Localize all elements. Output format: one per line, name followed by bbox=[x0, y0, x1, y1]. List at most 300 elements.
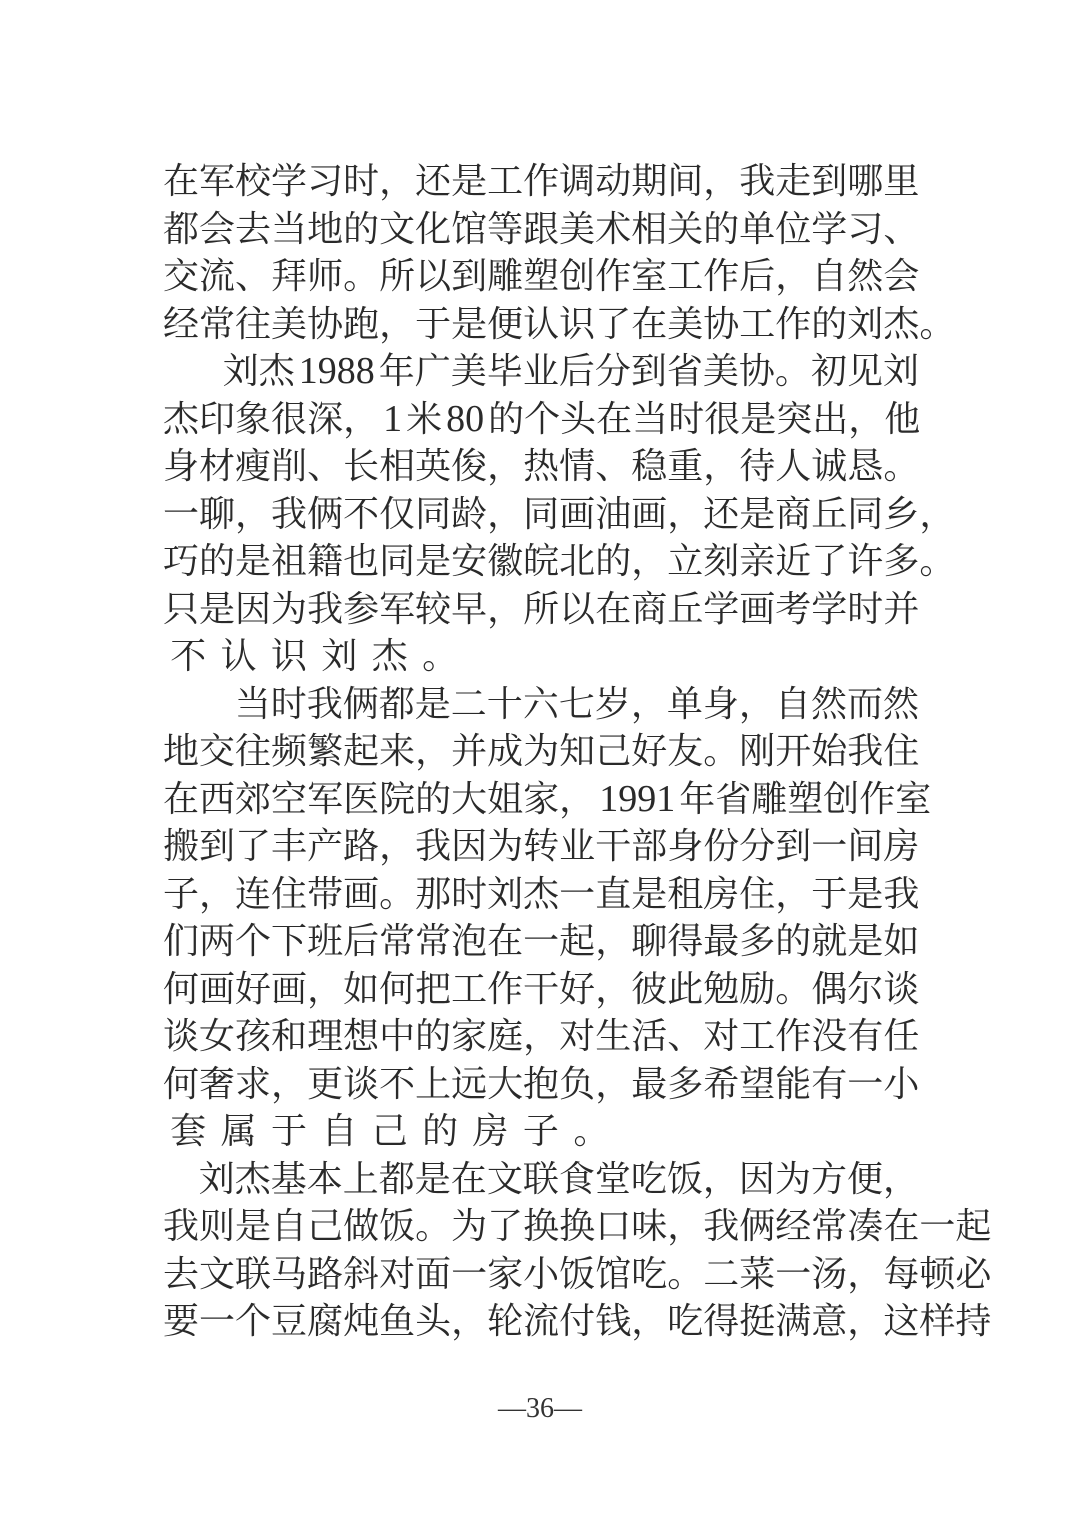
glyph: 作 bbox=[595, 256, 632, 297]
glyph: 美 bbox=[559, 208, 596, 250]
glyph: 诚 bbox=[811, 446, 848, 487]
glyph: 庭 bbox=[487, 1016, 524, 1057]
glyph: 文 bbox=[486, 1158, 523, 1200]
glyph: 任 bbox=[883, 1016, 920, 1057]
text-line bbox=[163, 776, 932, 824]
glyph: 我 bbox=[307, 588, 344, 630]
glyph: 参 bbox=[343, 588, 380, 630]
glyph: 上 bbox=[342, 1158, 379, 1200]
glyph: 如 bbox=[343, 968, 380, 1010]
glyph: 尔 bbox=[847, 968, 884, 1010]
glyph: 仅 bbox=[379, 493, 416, 535]
glyph: 调 bbox=[559, 161, 596, 202]
glyph: 省 bbox=[715, 778, 752, 820]
glyph: 时 bbox=[847, 588, 884, 630]
glyph: 彼 bbox=[631, 968, 668, 1010]
glyph: 作 bbox=[859, 778, 896, 820]
glyph: 于 bbox=[415, 303, 452, 345]
text-line bbox=[163, 206, 919, 254]
glyph: 为 bbox=[523, 731, 560, 772]
glyph: 便 bbox=[487, 303, 524, 345]
glyph: 是 bbox=[414, 683, 451, 725]
glyph: 对 bbox=[379, 1253, 416, 1295]
glyph: 见 bbox=[846, 351, 883, 392]
glyph: 流 bbox=[199, 256, 236, 297]
glyph: 年 bbox=[378, 351, 415, 392]
glyph: 认 bbox=[523, 303, 560, 345]
glyph: ， bbox=[847, 1301, 884, 1342]
glyph: 、 bbox=[595, 446, 632, 487]
glyph: 了 bbox=[487, 1206, 524, 1247]
glyph: ， bbox=[451, 1301, 488, 1342]
glyph: 热 bbox=[523, 446, 560, 487]
glyph: 乡 bbox=[883, 493, 920, 535]
glyph: 换 bbox=[523, 1206, 560, 1247]
glyph: 亲 bbox=[739, 541, 776, 582]
glyph: 饭 bbox=[666, 1158, 703, 1200]
glyph: 丰 bbox=[271, 826, 308, 867]
glyph: 单 bbox=[739, 208, 776, 250]
glyph: 便 bbox=[846, 1158, 883, 1200]
glyph: ， bbox=[559, 778, 596, 820]
glyph: 哪 bbox=[847, 161, 884, 202]
glyph: 常 bbox=[415, 921, 452, 962]
glyph: 丘 bbox=[811, 493, 848, 535]
glyph: 房 bbox=[883, 826, 920, 867]
glyph: 理 bbox=[307, 1016, 344, 1057]
glyph: 往 bbox=[235, 303, 272, 345]
glyph: 郊 bbox=[235, 778, 272, 820]
glyph: 是 bbox=[739, 493, 776, 535]
glyph: 于 bbox=[811, 873, 848, 915]
glyph: 商 bbox=[631, 588, 668, 630]
glyph: 刘 bbox=[487, 873, 524, 915]
glyph: 是 bbox=[847, 873, 884, 915]
glyph: 工 bbox=[739, 1016, 776, 1057]
glyph: 较 bbox=[415, 588, 452, 630]
glyph: 稳 bbox=[631, 446, 668, 487]
glyph: 的 bbox=[775, 921, 812, 962]
glyph: 知 bbox=[559, 731, 596, 772]
glyph: 挺 bbox=[739, 1301, 776, 1342]
glyph: 六 bbox=[522, 683, 559, 725]
glyph: 同 bbox=[847, 493, 884, 535]
text-line bbox=[163, 253, 919, 301]
glyph: 很 bbox=[704, 398, 741, 440]
glyph: 菜 bbox=[739, 1253, 776, 1295]
glyph: 省 bbox=[666, 351, 703, 392]
glyph: 吃 bbox=[667, 1301, 704, 1342]
glyph: 就 bbox=[811, 921, 848, 962]
glyph: 在 bbox=[487, 921, 524, 962]
glyph: 孩 bbox=[235, 1016, 272, 1057]
glyph: 汤 bbox=[811, 1253, 848, 1295]
glyph: 负 bbox=[559, 1063, 596, 1105]
glyph: ， bbox=[847, 1253, 884, 1295]
glyph: 吃 bbox=[630, 1158, 667, 1200]
text-line bbox=[163, 1061, 919, 1109]
glyph: 的 bbox=[488, 398, 525, 440]
glyph: 了 bbox=[595, 303, 632, 345]
glyph: 经 bbox=[775, 1206, 812, 1247]
glyph: 子 bbox=[163, 873, 200, 915]
glyph: 自 bbox=[321, 1111, 358, 1152]
glyph: 象 bbox=[235, 398, 272, 440]
glyph: 头 bbox=[560, 398, 597, 440]
glyph: 校 bbox=[235, 161, 272, 202]
glyph: 的 bbox=[415, 1016, 452, 1057]
glyph: 属 bbox=[220, 1111, 257, 1152]
glyph: 能 bbox=[775, 1063, 812, 1105]
glyph: ， bbox=[703, 446, 740, 487]
glyph: 走 bbox=[775, 161, 812, 202]
glyph: 所 bbox=[379, 256, 416, 297]
glyph: 干 bbox=[523, 968, 560, 1010]
glyph: 产 bbox=[307, 826, 344, 867]
glyph: ， bbox=[307, 968, 344, 1010]
glyph: 画 bbox=[199, 968, 236, 1010]
glyph: 1991 bbox=[599, 777, 676, 820]
glyph: 美 bbox=[450, 351, 487, 392]
glyph: 籍 bbox=[307, 541, 344, 582]
glyph: 、 bbox=[307, 446, 344, 487]
glyph: 业 bbox=[522, 351, 559, 392]
glyph: ， bbox=[667, 1206, 704, 1247]
glyph: ， bbox=[523, 1016, 560, 1057]
glyph: 不 bbox=[343, 493, 380, 535]
glyph: 开 bbox=[775, 731, 812, 772]
glyph: 。 bbox=[379, 873, 416, 915]
glyph: 后 bbox=[739, 256, 776, 297]
glyph: 在 bbox=[163, 161, 200, 202]
glyph: 斜 bbox=[343, 1253, 380, 1295]
glyph: 饭 bbox=[559, 1253, 596, 1295]
glyph: 的 bbox=[703, 208, 740, 250]
glyph: 。 bbox=[703, 731, 740, 772]
glyph: 连 bbox=[235, 873, 272, 915]
glyph: 俊 bbox=[451, 446, 488, 487]
glyph: 是 bbox=[631, 873, 668, 915]
glyph: 以 bbox=[559, 588, 596, 630]
glyph: 然 bbox=[810, 683, 847, 725]
glyph: 望 bbox=[739, 1063, 776, 1105]
glyph: 油 bbox=[595, 493, 632, 535]
glyph bbox=[193, 348, 223, 396]
glyph: 是 bbox=[451, 303, 488, 345]
glyph: 好 bbox=[559, 968, 596, 1010]
glyph: ， bbox=[379, 303, 416, 345]
glyph: 俩 bbox=[739, 1206, 776, 1247]
text-line bbox=[163, 491, 956, 539]
glyph: 英 bbox=[415, 446, 452, 487]
glyph: 一 bbox=[775, 1253, 812, 1295]
glyph: 家 bbox=[523, 778, 560, 820]
glyph: 我 bbox=[739, 161, 776, 202]
glyph: 也 bbox=[343, 541, 380, 582]
glyph: 拜 bbox=[271, 256, 308, 297]
text-line bbox=[163, 681, 919, 729]
glyph: 协 bbox=[703, 303, 740, 345]
glyph: 堂 bbox=[594, 1158, 631, 1200]
glyph: 搬 bbox=[163, 826, 200, 867]
glyph: 美 bbox=[271, 303, 308, 345]
glyph: 想 bbox=[343, 1016, 380, 1057]
glyph: ， bbox=[631, 1301, 668, 1342]
glyph: 去 bbox=[235, 208, 272, 250]
glyph: 还 bbox=[415, 161, 452, 202]
glyph: 是 bbox=[847, 921, 884, 962]
glyph: 80 bbox=[446, 397, 485, 440]
glyph: 在 bbox=[883, 1206, 920, 1247]
glyph: 我 bbox=[306, 683, 343, 725]
text-line bbox=[163, 966, 919, 1014]
glyph: 住 bbox=[271, 873, 308, 915]
glyph: 付 bbox=[559, 1301, 596, 1342]
glyph: 到 bbox=[451, 256, 488, 297]
glyph: 学 bbox=[703, 588, 740, 630]
glyph: 丘 bbox=[667, 588, 704, 630]
glyph: 。 bbox=[422, 636, 459, 677]
glyph: 巧 bbox=[163, 541, 200, 582]
glyph: 刻 bbox=[703, 541, 740, 582]
glyph: 。 bbox=[415, 1206, 452, 1247]
glyph: 的 bbox=[199, 541, 236, 582]
glyph: 习 bbox=[307, 161, 344, 202]
glyph: 在 bbox=[450, 1158, 487, 1200]
glyph: 他 bbox=[884, 398, 921, 440]
glyph: 因 bbox=[235, 588, 272, 630]
glyph: 等 bbox=[487, 208, 524, 250]
glyph: 本 bbox=[306, 1158, 343, 1200]
glyph: 地 bbox=[163, 731, 200, 772]
glyph: ， bbox=[882, 1158, 919, 1200]
glyph: 皖 bbox=[523, 541, 560, 582]
glyph: 个 bbox=[524, 398, 561, 440]
glyph: 、 bbox=[667, 1016, 704, 1057]
glyph: 十 bbox=[486, 683, 523, 725]
text-line bbox=[163, 348, 919, 396]
glyph: ， bbox=[631, 541, 668, 582]
glyph: 重 bbox=[667, 446, 704, 487]
glyph: 印 bbox=[199, 398, 236, 440]
glyph: 直 bbox=[595, 873, 632, 915]
glyph: 岁 bbox=[594, 683, 631, 725]
glyph: 室 bbox=[631, 256, 668, 297]
glyph: 是 bbox=[235, 541, 272, 582]
glyph: 时 bbox=[343, 161, 380, 202]
glyph: 而 bbox=[846, 683, 883, 725]
text-line bbox=[163, 871, 919, 919]
text-line bbox=[163, 586, 919, 634]
glyph: 换 bbox=[559, 1206, 596, 1247]
text-line bbox=[163, 823, 919, 871]
glyph: 近 bbox=[775, 541, 812, 582]
glyph: 一 bbox=[451, 1253, 488, 1295]
glyph: 不 bbox=[170, 636, 207, 677]
glyph: 化 bbox=[415, 208, 452, 250]
glyph: 西 bbox=[199, 778, 236, 820]
glyph: 来 bbox=[379, 731, 416, 772]
glyph: 二 bbox=[450, 683, 487, 725]
glyph: 医 bbox=[343, 778, 380, 820]
glyph: 上 bbox=[415, 1063, 452, 1105]
glyph: 杰 bbox=[371, 636, 408, 677]
glyph: ， bbox=[595, 968, 632, 1010]
glyph: 1 bbox=[383, 397, 403, 440]
glyph: 的 bbox=[415, 778, 452, 820]
glyph: 好 bbox=[235, 968, 272, 1010]
glyph: 都 bbox=[378, 1158, 415, 1200]
glyph: 子 bbox=[522, 1111, 559, 1152]
glyph: 大 bbox=[487, 1063, 524, 1105]
glyph: ， bbox=[595, 921, 632, 962]
glyph: 顿 bbox=[919, 1253, 956, 1295]
glyph: 转 bbox=[523, 826, 560, 867]
glyph: 何 bbox=[163, 968, 200, 1010]
glyph: 动 bbox=[595, 161, 632, 202]
glyph: 为 bbox=[271, 588, 308, 630]
glyph: 鱼 bbox=[379, 1301, 416, 1342]
glyph: 。 bbox=[343, 256, 380, 297]
glyph: 己 bbox=[595, 731, 632, 772]
glyph: 并 bbox=[883, 588, 920, 630]
glyph: 于 bbox=[270, 1111, 307, 1152]
glyph: 军 bbox=[307, 778, 344, 820]
glyph: 为 bbox=[451, 1206, 488, 1247]
glyph: 希 bbox=[703, 1063, 740, 1105]
glyph: 到 bbox=[199, 826, 236, 867]
glyph: 。 bbox=[919, 541, 956, 582]
glyph: 单 bbox=[666, 683, 703, 725]
glyph: 祖 bbox=[271, 541, 308, 582]
glyph: 钱 bbox=[595, 1301, 632, 1342]
glyph: 房 bbox=[472, 1111, 509, 1152]
glyph: 这 bbox=[883, 1301, 920, 1342]
glyph: 味 bbox=[631, 1206, 668, 1247]
glyph: 情 bbox=[559, 446, 596, 487]
glyph: 远 bbox=[451, 1063, 488, 1105]
glyph: 杰 bbox=[234, 1158, 271, 1200]
glyph: 。 bbox=[883, 446, 920, 487]
glyph: 待 bbox=[739, 446, 776, 487]
glyph: 学 bbox=[271, 161, 308, 202]
glyph: 。 bbox=[775, 968, 812, 1010]
glyph: 院 bbox=[379, 778, 416, 820]
glyph: 初 bbox=[810, 351, 847, 392]
glyph: 到 bbox=[630, 351, 667, 392]
glyph: 恳 bbox=[847, 446, 884, 487]
glyph: 如 bbox=[883, 921, 920, 962]
glyph: 作 bbox=[487, 968, 524, 1010]
glyph: 勉 bbox=[703, 968, 740, 1010]
glyph: 常 bbox=[379, 921, 416, 962]
body-text bbox=[163, 158, 992, 1346]
glyph: 室 bbox=[895, 778, 932, 820]
glyph: 凑 bbox=[847, 1206, 884, 1247]
text-line bbox=[163, 1251, 992, 1299]
glyph: 师 bbox=[307, 256, 344, 297]
glyph: 腐 bbox=[307, 1301, 344, 1342]
glyph: 间 bbox=[847, 826, 884, 867]
glyph: 还 bbox=[703, 493, 740, 535]
glyph: 奢 bbox=[199, 1063, 236, 1105]
glyph: 画 bbox=[559, 493, 596, 535]
glyph: 房 bbox=[703, 873, 740, 915]
glyph: 杰 bbox=[523, 873, 560, 915]
glyph: 美 bbox=[702, 351, 739, 392]
glyph: 一 bbox=[523, 921, 560, 962]
glyph: 谈 bbox=[343, 1063, 380, 1105]
glyph: 塑 bbox=[523, 256, 560, 297]
glyph: 杰 bbox=[883, 303, 920, 345]
glyph: 在 bbox=[595, 588, 632, 630]
glyph: 多 bbox=[883, 541, 920, 582]
glyph: 经 bbox=[163, 303, 200, 345]
glyph: 家 bbox=[487, 1253, 524, 1295]
glyph: 会 bbox=[199, 208, 236, 250]
glyph: 考 bbox=[775, 588, 812, 630]
glyph: 刘 bbox=[882, 351, 919, 392]
glyph: 要 bbox=[163, 1301, 200, 1342]
glyph: 部 bbox=[631, 826, 668, 867]
glyph: 以 bbox=[415, 256, 452, 297]
glyph: 份 bbox=[703, 826, 740, 867]
glyph: 路 bbox=[343, 826, 380, 867]
glyph: 女 bbox=[199, 1016, 236, 1057]
glyph: ， bbox=[738, 683, 775, 725]
glyph: 跟 bbox=[523, 208, 560, 250]
glyph: 七 bbox=[558, 683, 595, 725]
glyph: 间 bbox=[667, 161, 704, 202]
glyph: 一 bbox=[919, 1206, 956, 1247]
glyph: 是 bbox=[415, 541, 452, 582]
glyph: 工 bbox=[487, 161, 524, 202]
glyph: 一 bbox=[811, 826, 848, 867]
glyph: 是 bbox=[235, 1206, 272, 1247]
glyph: 。 bbox=[667, 1253, 704, 1295]
glyph: 长 bbox=[343, 446, 380, 487]
glyph: 刘 bbox=[847, 303, 884, 345]
glyph: 许 bbox=[847, 541, 884, 582]
glyph: 繁 bbox=[307, 731, 344, 772]
glyph: ， bbox=[775, 256, 812, 297]
glyph: ， bbox=[487, 493, 524, 535]
glyph: 文 bbox=[379, 208, 416, 250]
glyph: 当 bbox=[632, 398, 669, 440]
text-line bbox=[163, 1156, 919, 1204]
glyph: 交 bbox=[163, 256, 200, 297]
glyph: 分 bbox=[739, 826, 776, 867]
glyph: 联 bbox=[235, 1253, 272, 1295]
glyph: 干 bbox=[595, 826, 632, 867]
glyph: 相 bbox=[379, 446, 416, 487]
glyph: 身 bbox=[667, 826, 704, 867]
glyph: ， bbox=[703, 161, 740, 202]
text-line bbox=[163, 538, 956, 586]
glyph: 地 bbox=[307, 208, 344, 250]
glyph: 没 bbox=[811, 1016, 848, 1057]
glyph: 作 bbox=[775, 303, 812, 345]
glyph: 两 bbox=[199, 921, 236, 962]
glyph: 姐 bbox=[487, 778, 524, 820]
glyph: 时 bbox=[270, 683, 307, 725]
glyph: 在 bbox=[163, 778, 200, 820]
glyph: 。 bbox=[573, 1111, 610, 1152]
glyph: 画 bbox=[739, 588, 776, 630]
glyph: 因 bbox=[451, 826, 488, 867]
glyph: 商 bbox=[775, 493, 812, 535]
glyph: ， bbox=[235, 493, 272, 535]
